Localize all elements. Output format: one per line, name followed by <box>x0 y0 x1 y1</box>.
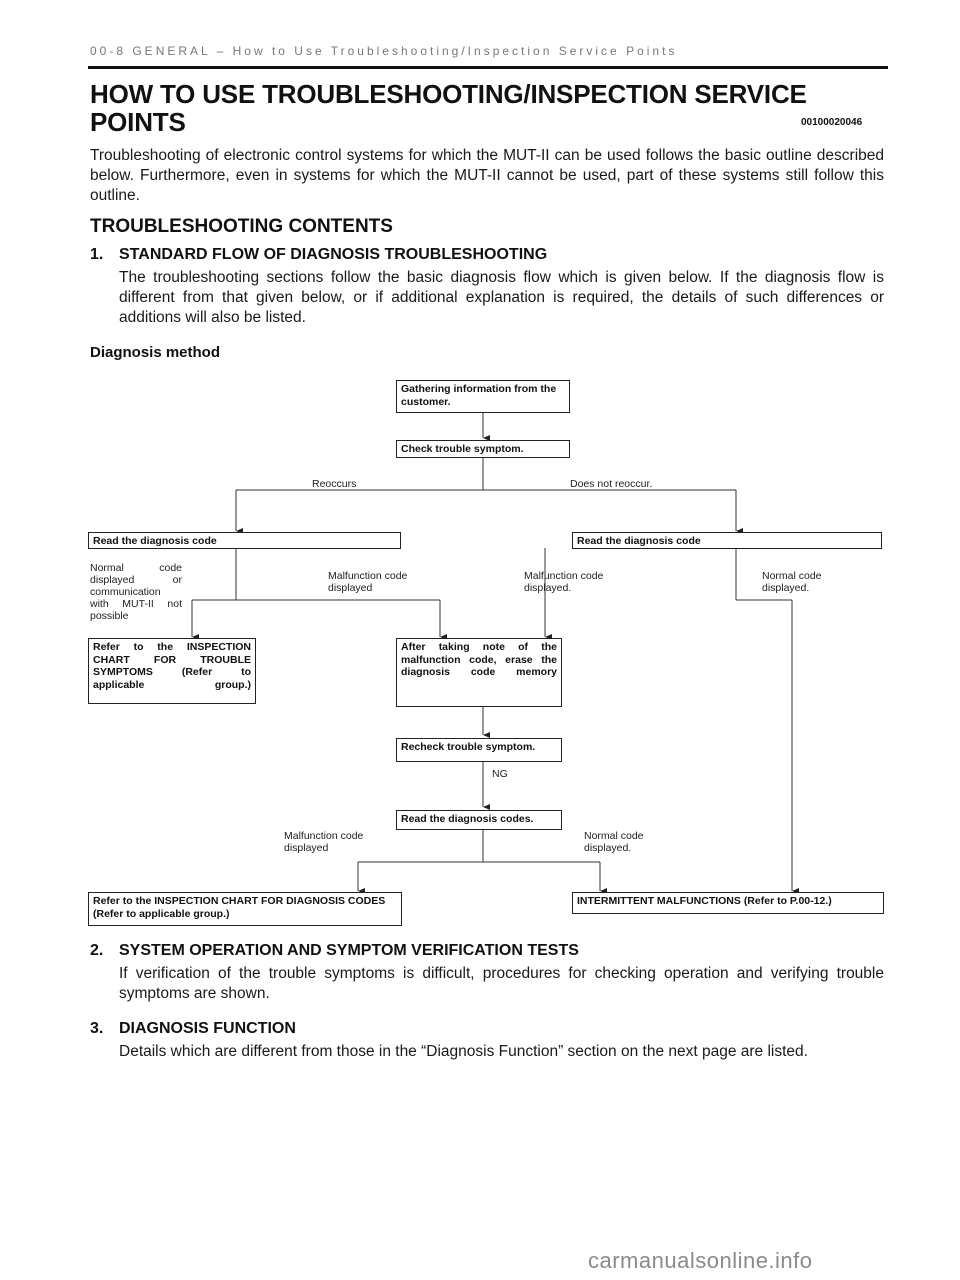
item-1-heading: STANDARD FLOW OF DIAGNOSIS TROUBLESHOOTING <box>119 246 548 263</box>
box-check-symptom: Check trouble symptom. <box>396 440 570 458</box>
item-1-number: 1. <box>90 246 104 263</box>
document-code: 00100020046 <box>801 117 863 128</box>
diagnosis-method-label: Diagnosis method <box>90 344 221 361</box>
watermark: carmanualsonline.info <box>588 1248 813 1273</box>
label-normal-or-communication: Normal code displayed or communication with MUT-II not possible <box>90 562 182 622</box>
intro-paragraph: Troubleshooting of electronic control systems for which the MUT-II can be used follows the basic outline described below. Furthermore, even in systems for which the MUT-II cannot be used, part of these systems still follow this outline. <box>90 147 884 204</box>
box-read-diagnosis-codes: Read the diagnosis codes. <box>396 810 562 830</box>
label-ng: NG <box>492 768 508 780</box>
label-does-not-reoccur: Does not reoccur. <box>570 478 653 490</box>
running-header: 00-8 GENERAL – How to Use Troubleshooting/Inspection Service Points <box>90 44 678 58</box>
box-refer-diagnosis-code-chart: Refer to the INSPECTION CHART FOR DIAGNOSIS CODES (Refer to applicable group.) <box>88 892 402 926</box>
page-title: HOW TO USE TROUBLESHOOTING/INSPECTION SERVICE POINTS <box>90 79 807 137</box>
label-malfunction-left: Malfunction code displayed <box>328 570 408 594</box>
label-reoccurs: Reoccurs <box>312 478 357 490</box>
item-3-number: 3. <box>90 1020 104 1037</box>
section-heading: TROUBLESHOOTING CONTENTS <box>90 216 393 237</box>
label-malfunction-bottom: Malfunction code displayed <box>284 830 364 854</box>
label-malfunction-right: Malfunction code displayed. <box>524 570 604 594</box>
box-recheck-symptom: Recheck trouble symptom. <box>396 738 562 762</box>
box-refer-symptom-chart: Refer to the INSPECTION CHART FOR TROUBLE SYMPTOMS (Refer to applicable group.) <box>88 638 256 704</box>
box-intermittent-malfunctions: INTERMITTENT MALFUNCTIONS (Refer to P.00-12.) <box>572 892 884 914</box>
box-gathering-information: Gathering information from the customer. <box>396 380 570 413</box>
item-2-body <box>119 964 884 1004</box>
item-3-heading: DIAGNOSIS FUNCTION <box>119 1020 296 1037</box>
box-after-taking-note: After taking note of the malfunction code, erase the diagnosis code memory <box>396 638 562 707</box>
item-1-paragraph: The troubleshooting sections follow the basic diagnosis flow which is given below. If the diagnosis flow is different from that given below, or if additional explanation is required, the details of such differences or additions will also be listed. <box>119 269 884 326</box>
item-2-number: 2. <box>90 942 104 959</box>
label-normal-right: Normal code displayed. <box>762 570 822 594</box>
item-3-paragraph: Details which are different from those in the “Diagnosis Function” section on the next page are listed. <box>119 1043 808 1060</box>
box-read-code-left: Read the diagnosis code <box>88 532 401 549</box>
item-2-heading: SYSTEM OPERATION AND SYMPTOM VERIFICATION TESTS <box>119 942 579 959</box>
item-3-body <box>119 1042 889 1062</box>
box-read-code-right: Read the diagnosis code <box>572 532 882 549</box>
item-2-paragraph: If verification of the trouble symptoms is difficult, procedures for checking operation and verifying trouble symptoms are shown. <box>119 965 884 1002</box>
label-normal-bottom: Normal code displayed. <box>584 830 644 854</box>
